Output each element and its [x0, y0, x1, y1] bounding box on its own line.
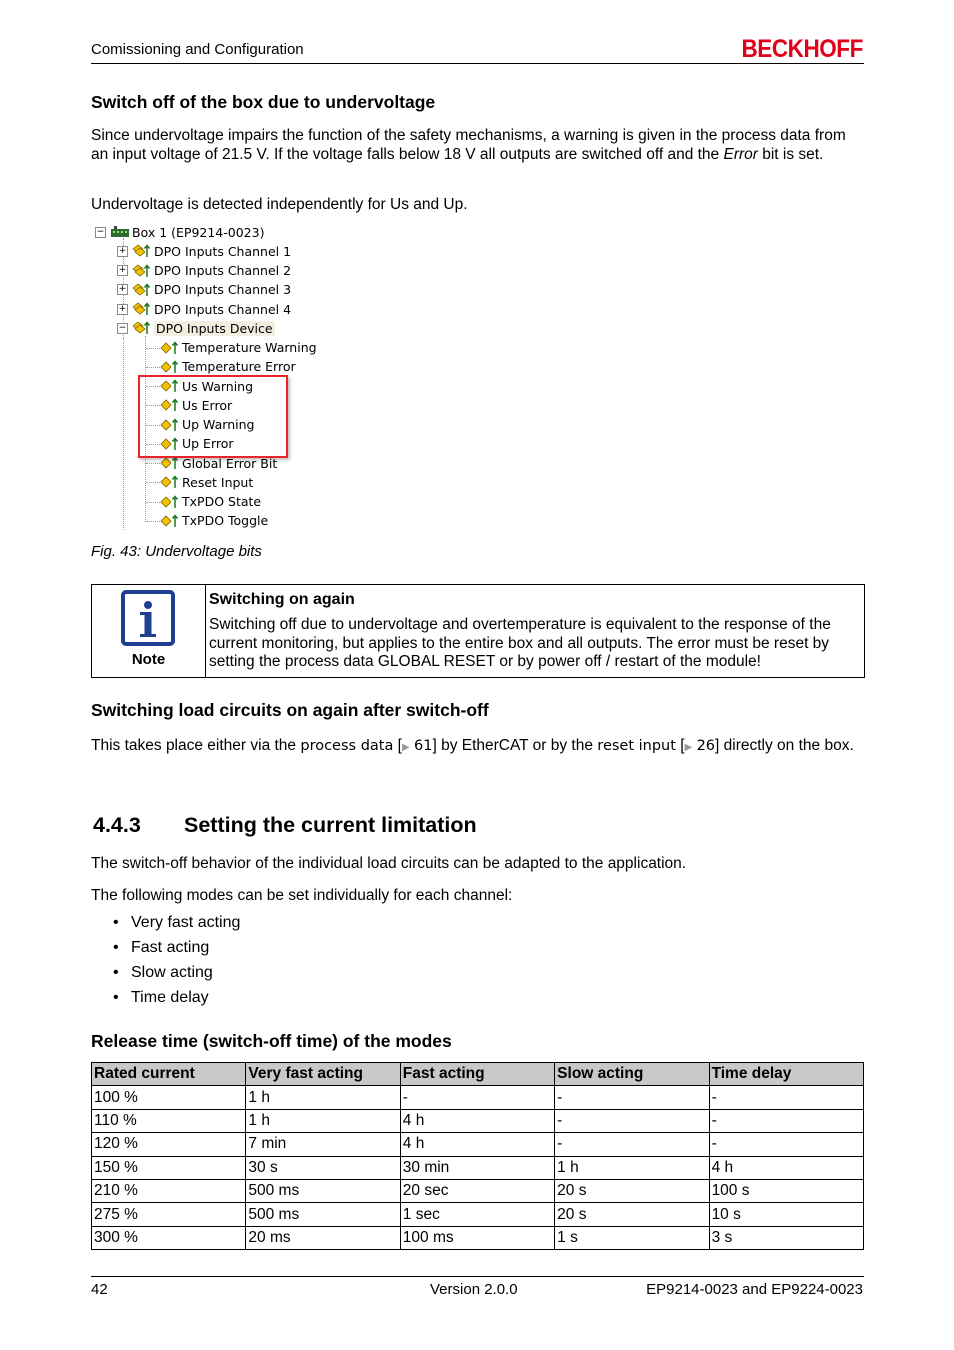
table-cell: 20 s	[555, 1179, 709, 1202]
release-heading: Release time (switch-off time) of the modes	[91, 1031, 452, 1051]
note-label: Note	[131, 651, 166, 668]
tree-node-label: Us Error	[182, 397, 233, 413]
page-ref-arrow-icon: ▶	[684, 742, 693, 753]
section-paragraph-2: The following modes can be set individually for each channel:	[91, 887, 513, 904]
list-item: • Fast acting	[113, 939, 210, 956]
expand-icon[interactable]: +	[118, 265, 127, 275]
table-row	[92, 1179, 864, 1202]
modes-list	[113, 912, 240, 1012]
table-cell: -	[709, 1109, 863, 1132]
page-ref-arrow-icon: ▶	[401, 742, 410, 753]
input-group-icon	[132, 264, 150, 278]
table-header-row	[92, 1063, 864, 1086]
table-cell: -	[709, 1086, 863, 1109]
input-variable-icon	[160, 456, 178, 470]
document-version: Version 2.0.0	[430, 1281, 518, 1298]
table-cell: 110 %	[92, 1109, 246, 1132]
input-group-icon	[132, 321, 150, 335]
tree-node[interactable]	[117, 281, 291, 299]
tree-node[interactable]	[160, 358, 296, 376]
tree-node[interactable]	[160, 493, 261, 511]
tree-connector	[146, 521, 160, 522]
undervoltage-paragraph: Since undervoltage impairs the function of the safety mechanisms, a warning is given in the process data from an input voltage of 21.5 V. If the voltage falls below 18 V all outputs are switched off and the Error bit is set.	[91, 127, 846, 163]
table-cell: 210 %	[92, 1179, 246, 1202]
process-data-page-ref[interactable]: 61	[414, 738, 433, 754]
header-rule	[91, 63, 864, 64]
tree-node-label: Global Error Bit	[182, 455, 278, 471]
tree-node-label: Up Error	[182, 436, 234, 452]
section-number: 4.4.3	[93, 813, 141, 837]
tree-node[interactable]	[95, 223, 264, 241]
reset-input-link[interactable]: reset input	[597, 738, 676, 754]
table-cell: 1 sec	[400, 1203, 554, 1226]
input-variable-icon	[160, 360, 178, 374]
table-cell: -	[555, 1133, 709, 1156]
reset-input-page-ref[interactable]: 26	[696, 738, 716, 754]
input-variable-icon	[160, 341, 178, 355]
tree-node-label: Up Warning	[182, 417, 255, 432]
section-paragraph-1: The switch-off behavior of the individual load circuits can be adapted to the application.	[91, 855, 687, 872]
table-cell: 1 h	[246, 1086, 400, 1109]
tree-node[interactable]	[160, 339, 317, 357]
table-cell: 20 s	[555, 1203, 709, 1226]
collapse-icon[interactable]: −	[96, 226, 105, 237]
note-box	[91, 584, 865, 678]
tree-connector	[123, 338, 124, 530]
table-cell: 1 s	[555, 1226, 709, 1249]
table-cell: 100 s	[709, 1179, 863, 1202]
load-circuits-heading: Switching load circuits on again after switch-off	[91, 700, 489, 720]
table-cell: -	[555, 1109, 709, 1132]
tree-node[interactable]	[117, 319, 275, 337]
tree-node-label: Us Warning	[182, 378, 254, 394]
tree-node-label: DPO Inputs Channel 3	[154, 282, 292, 298]
info-icon	[121, 590, 175, 646]
product-name: EP9214-0023 and EP9224-0023	[646, 1281, 863, 1298]
undervoltage-bits-highlight	[138, 375, 288, 458]
tree-node[interactable]	[117, 262, 291, 280]
input-group-icon	[132, 283, 150, 297]
table-cell: 275 %	[92, 1203, 246, 1226]
tree-node[interactable]	[160, 512, 268, 530]
table-cell: 100 ms	[400, 1226, 554, 1249]
table-cell: 500 ms	[246, 1203, 400, 1226]
tree-connector	[146, 348, 160, 349]
load-circuits-paragraph: This takes place either via the process data [▶ 61] by EtherCAT or by the reset input [▶ 26] directly on the box.	[91, 737, 854, 754]
expand-icon[interactable]: +	[118, 284, 127, 295]
input-variable-icon	[160, 495, 178, 509]
collapse-icon[interactable]: −	[118, 322, 127, 333]
expand-icon[interactable]: +	[118, 245, 127, 256]
table-cell: 30 s	[246, 1156, 400, 1179]
tree-node-label: Box 1 (EP9214-0023)	[132, 224, 265, 240]
table-row	[92, 1203, 864, 1226]
tree-node-label: DPO Inputs Channel 4	[154, 301, 292, 317]
table-cell: 20 ms	[246, 1226, 400, 1249]
input-variable-icon	[160, 475, 178, 489]
tree-node-label: Temperature Warning	[182, 340, 317, 355]
table-row	[92, 1109, 864, 1132]
table-cell: 500 ms	[246, 1179, 400, 1202]
column-header: Rated current	[92, 1063, 246, 1086]
list-item: • Time delay	[113, 989, 209, 1006]
undervoltage-heading: Switch off of the box due to undervoltage	[91, 92, 436, 112]
note-title: Switching on again	[209, 591, 355, 608]
note-text: Switching off due to undervoltage and overtemperature is equivalent to the response of the current monitoring, but applies to the entire box and all outputs. The error must be reset by setting the process data GLOBAL RESET or by power off / restart of the module!	[209, 616, 831, 670]
table-cell: -	[400, 1086, 554, 1109]
list-item: • Slow acting	[113, 964, 213, 981]
table-cell: 1 h	[555, 1156, 709, 1179]
input-variable-icon	[160, 514, 178, 528]
tree-node[interactable]	[117, 300, 291, 318]
table-cell: 120 %	[92, 1133, 246, 1156]
input-group-icon	[132, 302, 150, 316]
table-row	[92, 1156, 864, 1179]
beckhoff-logo: BECKHOFF	[741, 35, 863, 63]
undervoltage-detect-text: Undervoltage is detected independently for Us and Up.	[91, 196, 468, 213]
table-cell: -	[709, 1133, 863, 1156]
list-item: • Very fast acting	[113, 914, 241, 931]
tree-node-label: Reset Input	[182, 474, 254, 490]
tree-node-label: TxPDO State	[182, 494, 262, 509]
tree-connector	[146, 502, 160, 503]
input-group-icon	[132, 244, 150, 258]
tree-node[interactable]	[160, 473, 253, 491]
table-cell: 7 min	[246, 1133, 400, 1156]
table-cell: 4 h	[400, 1109, 554, 1132]
section-title: Setting the current limitation	[184, 813, 477, 837]
tree-node-label: DPO Inputs Channel 2	[154, 263, 292, 278]
tree-node-label: DPO Inputs Device	[156, 320, 273, 336]
tree-connector	[146, 367, 160, 368]
table-cell: 150 %	[92, 1156, 246, 1179]
table-cell: 1 h	[246, 1109, 400, 1132]
tree-node-label: TxPDO Toggle	[182, 513, 269, 529]
table-cell: 100 %	[92, 1086, 246, 1109]
table-cell: 10 s	[709, 1203, 863, 1226]
process-data-link[interactable]: process data	[300, 738, 394, 754]
running-header: Comissioning and Configuration	[91, 41, 304, 58]
table-row	[92, 1226, 864, 1249]
tree-node-label: DPO Inputs Channel 1	[154, 243, 292, 259]
footer-rule	[91, 1276, 864, 1277]
release-time-table	[91, 1062, 864, 1250]
table-cell: 30 min	[400, 1156, 554, 1179]
tree-connector	[146, 463, 160, 464]
column-header: Very fast acting	[246, 1063, 400, 1086]
column-header: Slow acting	[555, 1063, 709, 1086]
box-device-icon	[110, 225, 128, 239]
expand-icon[interactable]: +	[118, 303, 127, 314]
tree-connector	[146, 482, 160, 483]
column-header: Fast acting	[400, 1063, 554, 1086]
table-cell: 4 h	[400, 1133, 554, 1156]
tree-node[interactable]	[117, 242, 291, 260]
table-cell: 300 %	[92, 1226, 246, 1249]
page-number: 42	[91, 1281, 108, 1298]
column-header: Time delay	[709, 1063, 863, 1086]
note-icon-cell	[92, 585, 206, 677]
figure-caption: Fig. 43: Undervoltage bits	[91, 543, 262, 560]
table-cell: -	[555, 1086, 709, 1109]
table-cell: 4 h	[709, 1156, 863, 1179]
table-cell: 3 s	[709, 1226, 863, 1249]
table-row	[92, 1133, 864, 1156]
tree-node-label: Temperature Error	[182, 359, 296, 375]
table-row	[92, 1086, 864, 1109]
table-cell: 20 sec	[400, 1179, 554, 1202]
